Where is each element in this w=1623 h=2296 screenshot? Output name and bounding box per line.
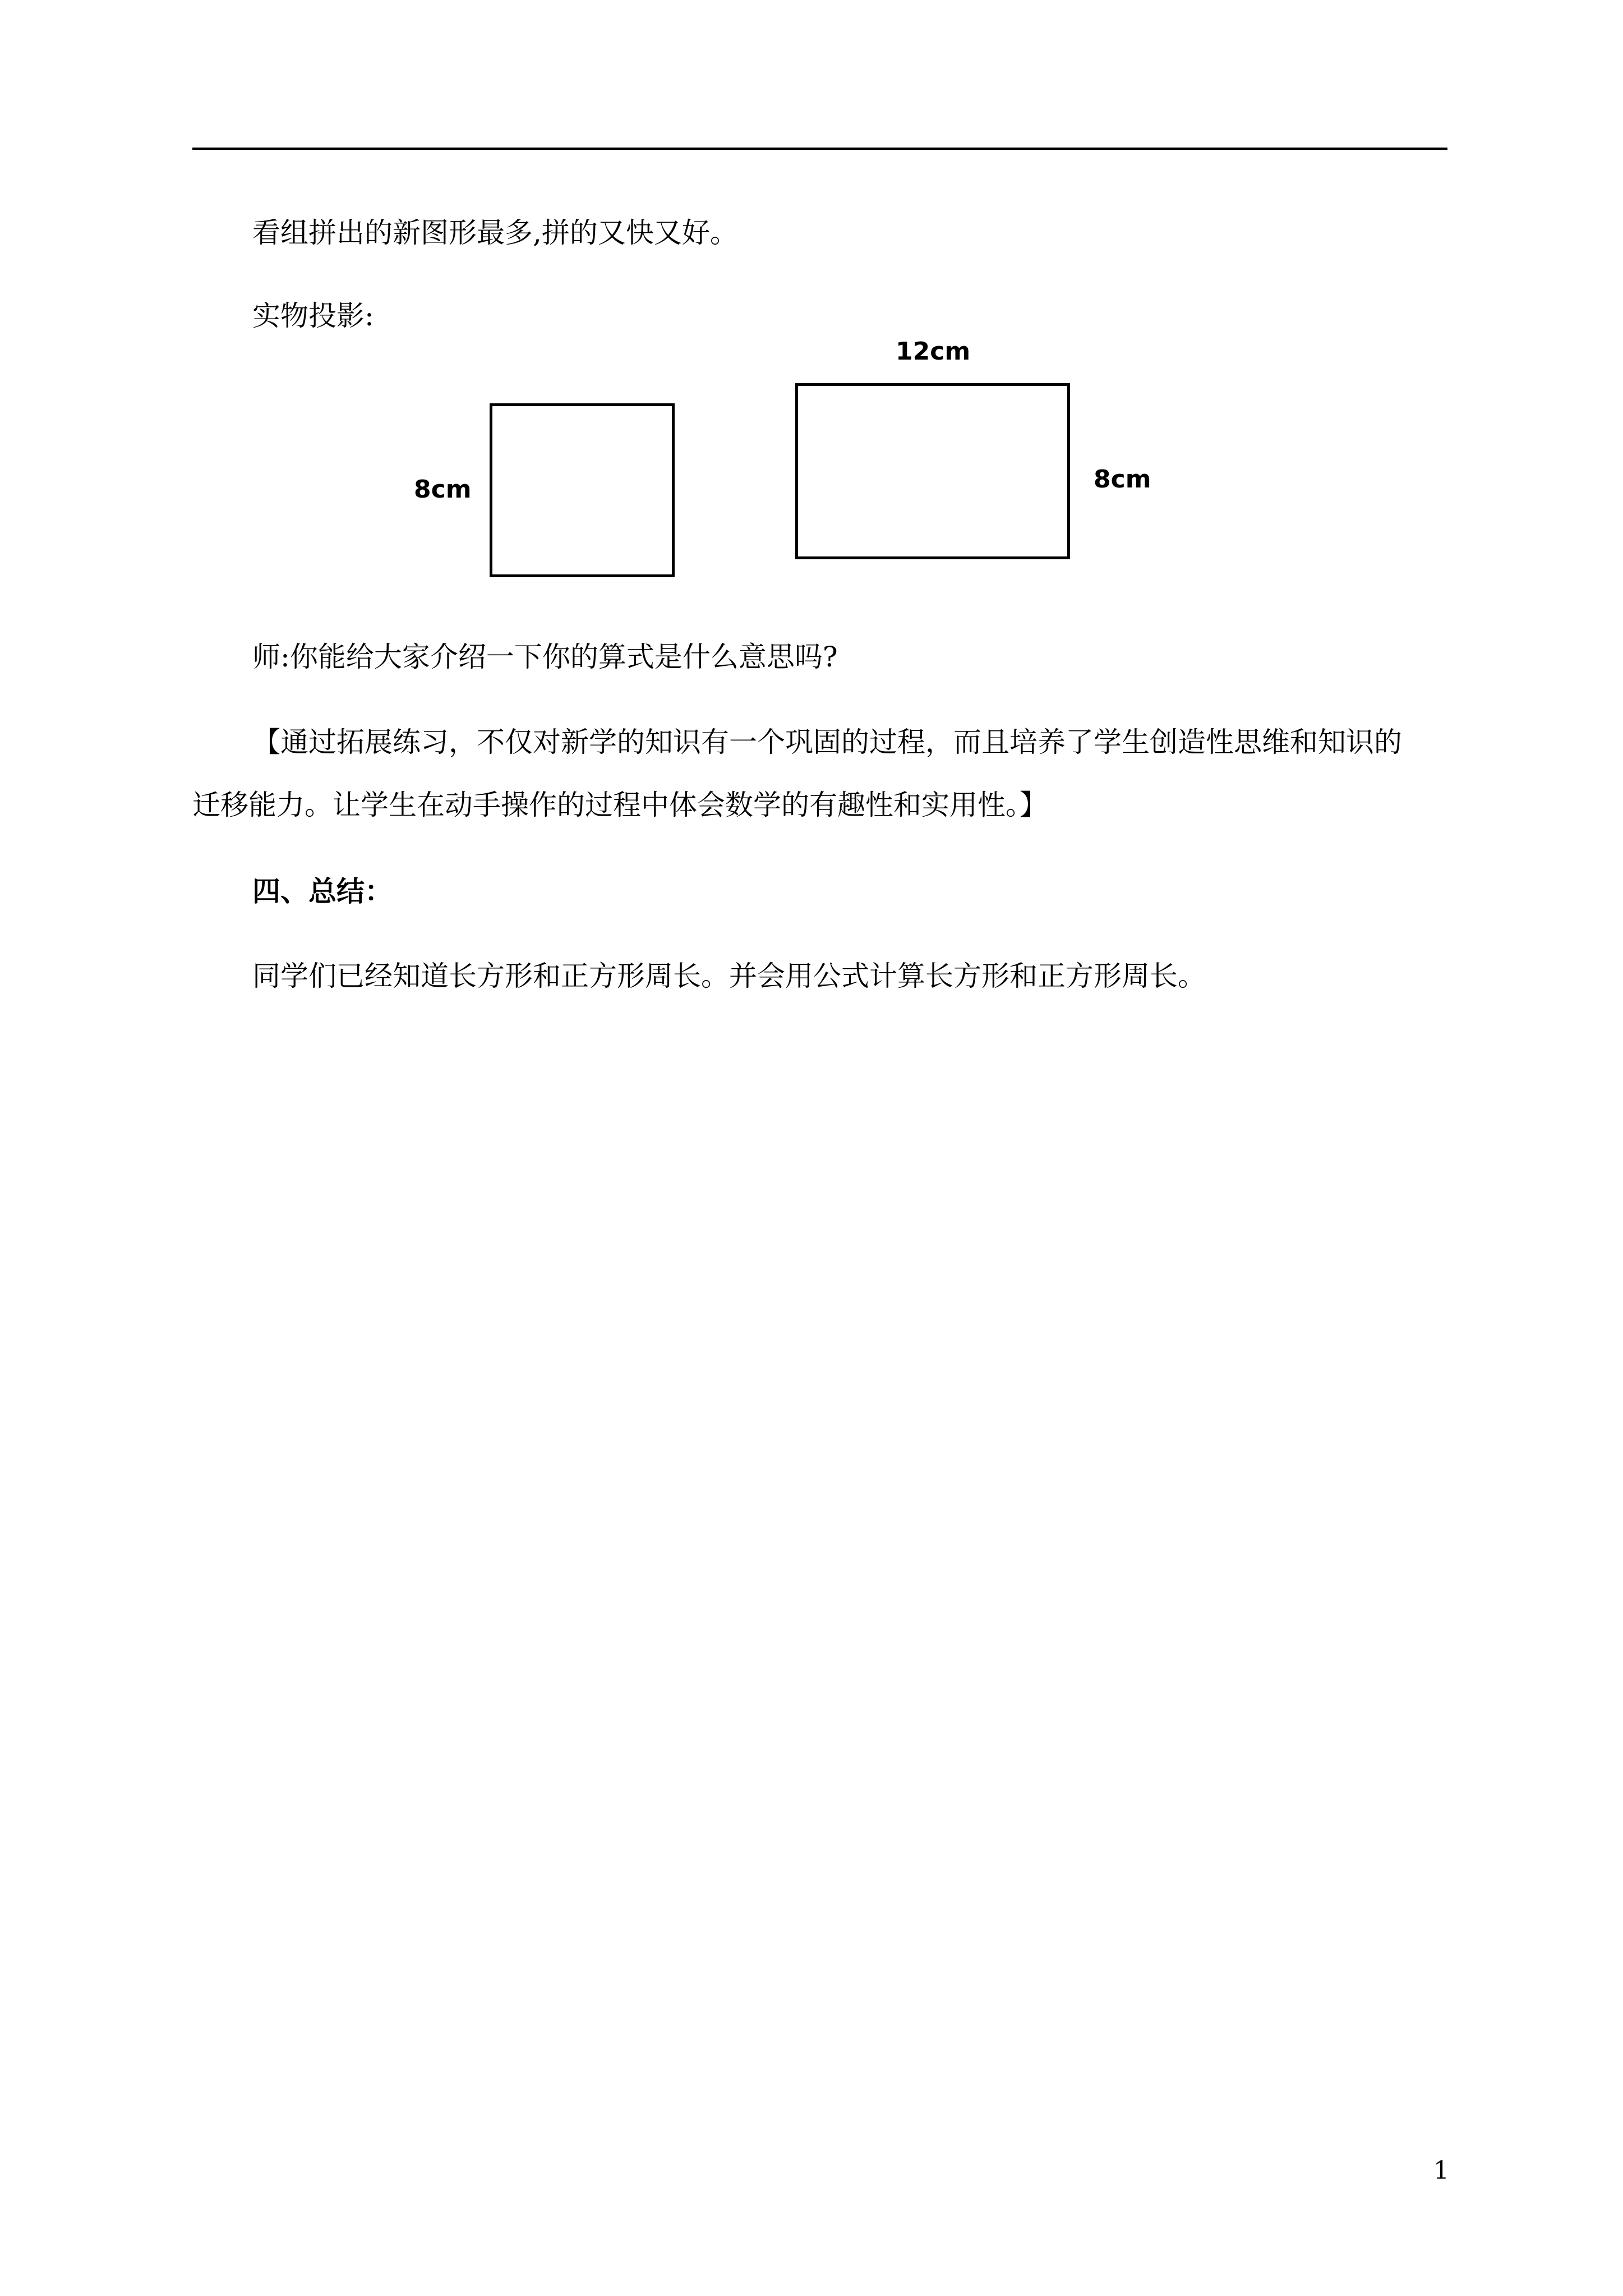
rectangle-shape [795,383,1070,559]
page-number: 1 [1433,2156,1449,2185]
rectangle-top-label: 12cm [896,337,971,366]
header-rule [192,148,1447,150]
rectangle-side-label: 8cm [1094,465,1151,494]
square-side-label: 8cm [414,475,472,504]
paragraph-1: 看组拼出的新图形最多,拼的又快又好。 [252,217,738,249]
paragraph-2: 实物投影: [252,300,374,332]
square-shape [490,403,675,577]
paragraph-3: 师:你能给大家介绍一下你的算式是什么意思吗? [252,641,838,673]
section-heading: 四、总结： [252,875,393,908]
summary-paragraph: 同学们已经知道长方形和正方形周长。并会用公式计算长方形和正方形周长。 [252,960,1206,992]
note-line-2: 迁移能力。让学生在动手操作的过程中体会数学的有趣性和实用性。】 [192,789,1048,821]
note-line-1: 【通过拓展练习，不仅对新学的知识有一个巩固的过程，而且培养了学生创造性思维和知识的 [252,726,1402,758]
